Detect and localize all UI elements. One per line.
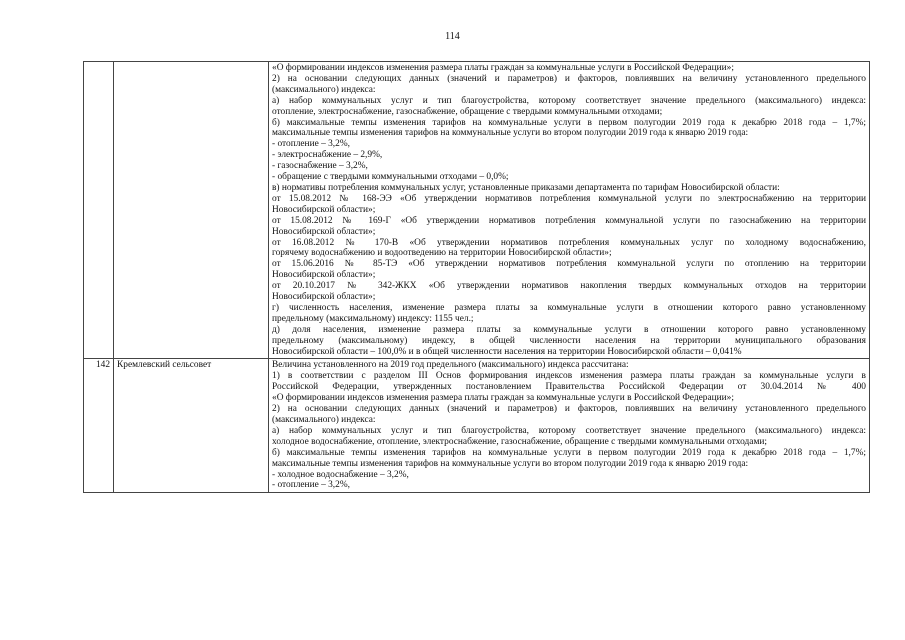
row-number-cell: 142 — [84, 359, 114, 493]
text-line: (максимального) индекса: — [272, 415, 376, 425]
text-line: - холодное водоснабжение – 3,2%, — [272, 469, 409, 480]
text-line: от 15.06.2016 № 85-ТЭ «Об утверждении нормативов потребления коммунальной услуги по отоплению на территории — [272, 259, 866, 270]
table-body — [84, 62, 870, 493]
tariff-index-table — [83, 61, 870, 493]
text-line: Новосибирской области»; — [272, 270, 376, 281]
text-line: 2) на основании следующих данных (значений и параметров) и факторов, повлиявших на величину установленного предельного — [272, 404, 866, 415]
text-line: - газоснабжение – 3,2%, — [272, 161, 368, 172]
text-line: 1) в соответствии с разделом III Основ формирования индексов изменения размера платы граждан за коммунальные услуги в — [272, 371, 866, 382]
text-line: а) набор коммунальных услуг и тип благоустройства, которому соответствует значение предельного (максимального) индекса: — [272, 95, 866, 106]
text-line: от 15.08.2012 № 168-ЭЭ «Об утверждении нормативов потребления коммунальной услуги по электроснабжению на территории — [272, 193, 866, 204]
text-line: холодное водоснабжение, отопление, электроснабжение, газоснабжение, обращение с твердыми коммунальными отходами; — [272, 436, 767, 447]
municipality-name-cell: Кремлевский сельсовет — [114, 359, 269, 493]
text-line: максимальные темпы изменения тарифов на коммунальные услуги во втором полугодии 2019 года к январю 2019 года: — [272, 128, 749, 139]
text-line: а) набор коммунальных услуг и тип благоустройства, которому соответствует значение предельного (максимального) индекса: — [272, 425, 866, 436]
text-line: горячему водоснабжению и водоотведению на территории Новосибирской области»; — [272, 248, 612, 259]
row-number-cell — [84, 62, 114, 359]
text-line: от 20.10.2017 № 342-ЖКХ «Об утверждении нормативов накопления твердых коммунальных отходов на территории — [272, 281, 866, 292]
text-line: б) максимальные темпы изменения тарифов на коммунальные услуги в первом полугодии 2019 года к декабрю 2018 года – 1,7%; — [272, 447, 866, 458]
table-row — [84, 62, 870, 359]
text-line: «О формировании индексов изменения размера платы граждан за коммунальные услуги в Российской Федерации»; — [272, 393, 734, 404]
text-line: Величина установленного на 2019 год предельного (максимального) индекса рассчитана: — [272, 360, 629, 371]
text-line: Новосибирской области»; — [272, 226, 376, 237]
text-line: б) максимальные темпы изменения тарифов на коммунальные услуги в первом полугодии 2019 года к декабрю 2018 года – 1,7%; — [272, 117, 866, 128]
municipality-name-cell — [114, 62, 269, 359]
text-line: в) нормативы потребления коммунальных услуг, установленные приказами департамента по тарифам Новосибирской области: — [272, 182, 780, 193]
text-line: - отопление – 3,2%, — [272, 139, 350, 150]
text-line: д) доля населения, изменение размера платы за коммунальные услуги в отношении которого равно установленному — [272, 324, 866, 335]
text-line: «О формировании индексов изменения размера платы граждан за коммунальные услуги в Российской Федерации»; — [272, 63, 734, 73]
text-line: от 16.08.2012 № 170-В «Об утверждении нормативов потребления коммунальных услуг по холодному водоснабжению, — [272, 237, 866, 248]
text-line: отопление, электроснабжение, газоснабжение, обращение с твердыми коммунальными отходами; — [272, 106, 663, 117]
text-line: г) численность населения, изменение размера платы за коммунальные услуги в отношении которого равно установленному — [272, 302, 866, 313]
text-line: - отопление – 3,2%, — [272, 480, 350, 491]
text-line: Новосибирской области»; — [272, 292, 376, 303]
description-cell — [269, 62, 870, 359]
text-line: предельному (максимальному) индексу: 1155 чел.; — [272, 313, 474, 324]
page-number: 114 — [445, 31, 460, 42]
text-line: - обращение с твердыми коммунальными отходами – 0,0%; — [272, 172, 509, 183]
text-line: Новосибирской области – 100,0% и в общей численности населения на территории Новосибирской области – 0,041% — [272, 346, 742, 357]
text-line: Российской Федерации, утвержденных постановлением Правительства Российской Федерации от 30.04.2014 № 400 — [272, 382, 866, 393]
table-row — [84, 359, 870, 493]
text-line: - электроснабжение – 2,9%, — [272, 150, 383, 161]
text-line: (максимального) индекса: — [272, 84, 376, 95]
text-line: предельному (максимальному) индексу, в общей численности населения на территории муниципального образования — [272, 335, 866, 346]
description-cell — [269, 359, 870, 493]
text-line: 2) на основании следующих данных (значений и параметров) и факторов, повлиявших на величину установленного предельного — [272, 73, 866, 84]
text-line: от 15.08.2012 № 169-Г «Об утверждении нормативов потребления коммунальной услуги по газоснабжению на территории — [272, 215, 866, 226]
text-line: максимальные темпы изменения тарифов на коммунальные услуги во втором полугодии 2019 года к январю 2019 года: — [272, 458, 749, 469]
text-line: Новосибирской области»; — [272, 204, 376, 215]
